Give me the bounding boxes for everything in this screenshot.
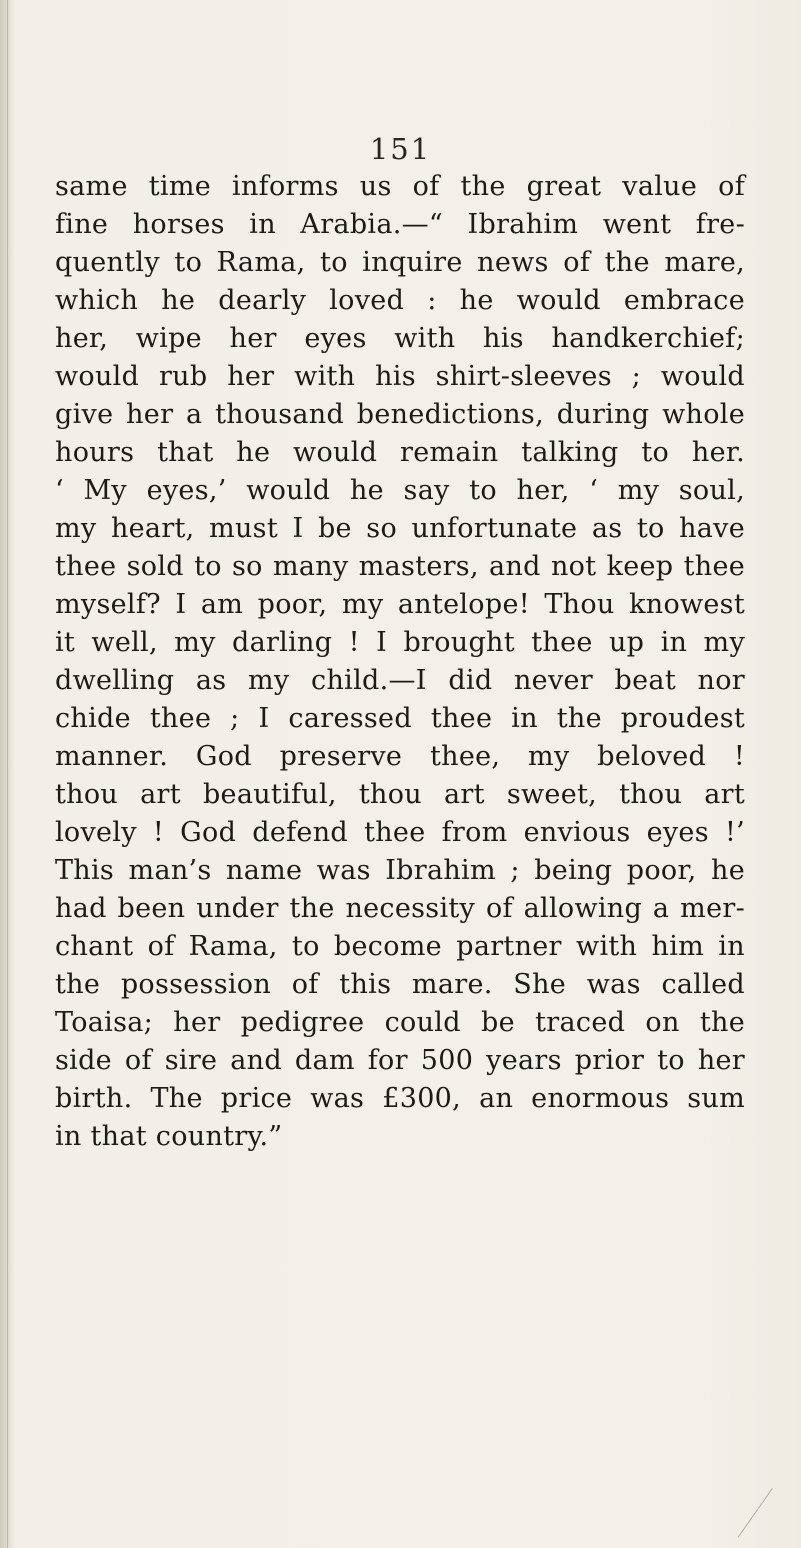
text-line: lovely ! God defend thee from envious eyes !’	[55, 817, 745, 848]
text-line: same time informs us of the great value of	[55, 171, 745, 202]
text-line: dwelling as my child.—I did never beat nor	[55, 665, 745, 696]
text-line: Toaisa; her pedigree could be traced on the	[55, 1007, 745, 1038]
text-line: had been under the necessity of allowing a mer-	[55, 893, 745, 924]
text-line: hours that he would remain talking to her.	[55, 437, 745, 468]
text-line: thou art beautiful, thou art sweet, thou art	[55, 779, 745, 810]
text-line: give her a thousand benedictions, during whole	[55, 399, 745, 430]
text-line: the possession of this mare. She was called	[55, 969, 745, 1000]
text-line: her, wipe her eyes with his handkerchief;	[55, 323, 745, 354]
text-line: my heart, must I be so unfortunate as to have	[55, 513, 745, 544]
text-line: myself? I am poor, my antelope! Thou knowest	[55, 589, 745, 620]
text-line: thee sold to so many masters, and not keep thee	[55, 551, 745, 582]
text-line: chant of Rama, to become partner with him in	[55, 931, 745, 962]
page-edge-line	[7, 0, 8, 1548]
text-line: which he dearly loved : he would embrace	[55, 285, 745, 316]
text-line: in that country.”	[55, 1121, 283, 1152]
text-line: quently to Rama, to inquire news of the mare,	[55, 247, 745, 278]
text-line: ‘ My eyes,’ would he say to her, ‘ my soul,	[55, 475, 745, 506]
text-line: fine horses in Arabia.—“ Ibrahim went fre-	[55, 209, 745, 240]
text-line: birth. The price was £300, an enormous sum	[55, 1083, 745, 1114]
text-line: it well, my darling ! I brought thee up in my	[55, 627, 745, 658]
text-line: would rub her with his shirt-sleeves ; would	[55, 361, 745, 392]
text-line: side of sire and dam for 500 years prior to her	[55, 1045, 745, 1076]
text-line: chide thee ; I caressed thee in the proudest	[55, 703, 745, 734]
body-text	[55, 168, 745, 1156]
page-corner-mark	[738, 1488, 773, 1538]
text-line: manner. God preserve thee, my beloved !	[55, 741, 745, 772]
text-line: This man’s name was Ibrahim ; being poor, he	[55, 855, 745, 886]
page-number: 151	[369, 132, 432, 166]
